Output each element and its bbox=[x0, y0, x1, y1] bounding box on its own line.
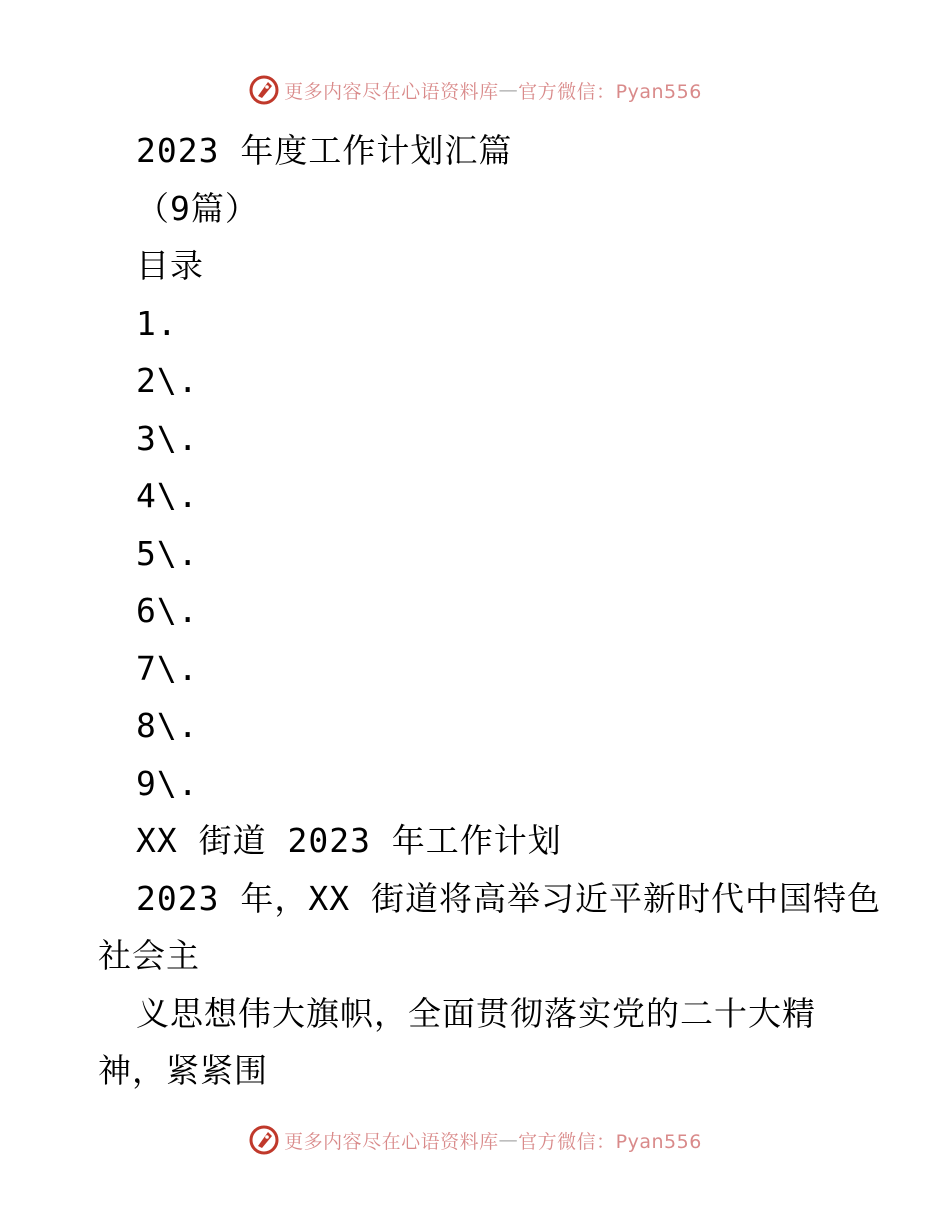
toc-item: 5\. bbox=[136, 533, 199, 573]
document-subtitle: （9篇） bbox=[136, 188, 259, 228]
watermark-separator: — bbox=[498, 1129, 519, 1151]
watermark-text: 更多内容尽在心语资料库 bbox=[284, 1130, 499, 1153]
toc-item: 9\. bbox=[136, 763, 199, 803]
paragraph-line: 2023 年，XX 街道将高举习近平新时代中国特色 bbox=[136, 878, 881, 918]
pen-nib-logo-icon bbox=[248, 1124, 280, 1156]
toc-item: 1. bbox=[136, 303, 178, 343]
section-title: XX 街道 2023 年工作计划 bbox=[136, 821, 562, 860]
toc-item: 6\. bbox=[136, 591, 199, 630]
paragraph-line: 社会主 bbox=[98, 936, 200, 975]
watermark-contact: 官方微信：Pyan556 bbox=[518, 1130, 702, 1153]
pen-nib-logo-icon bbox=[248, 74, 280, 106]
footer-watermark bbox=[0, 1120, 950, 1160]
toc-item: 4\. bbox=[136, 476, 199, 515]
watermark-separator: — bbox=[498, 79, 519, 101]
toc-heading: 目录 bbox=[136, 246, 204, 285]
toc-item: 7\. bbox=[136, 648, 199, 688]
toc-item: 8\. bbox=[136, 706, 199, 745]
paragraph-line: 神，紧紧围 bbox=[98, 1051, 268, 1090]
document-title: 2023 年度工作计划汇篇 bbox=[136, 131, 513, 170]
paragraph-line: 义思想伟大旗帜，全面贯彻落实党的二十大精 bbox=[136, 993, 816, 1033]
document-body bbox=[98, 122, 881, 1100]
watermark-contact: 官方微信：Pyan556 bbox=[518, 80, 702, 103]
watermark-text: 更多内容尽在心语资料库 bbox=[284, 80, 499, 103]
header-watermark bbox=[0, 70, 950, 110]
toc-item: 3\. bbox=[136, 418, 199, 458]
toc-item: 2\. bbox=[136, 361, 199, 400]
